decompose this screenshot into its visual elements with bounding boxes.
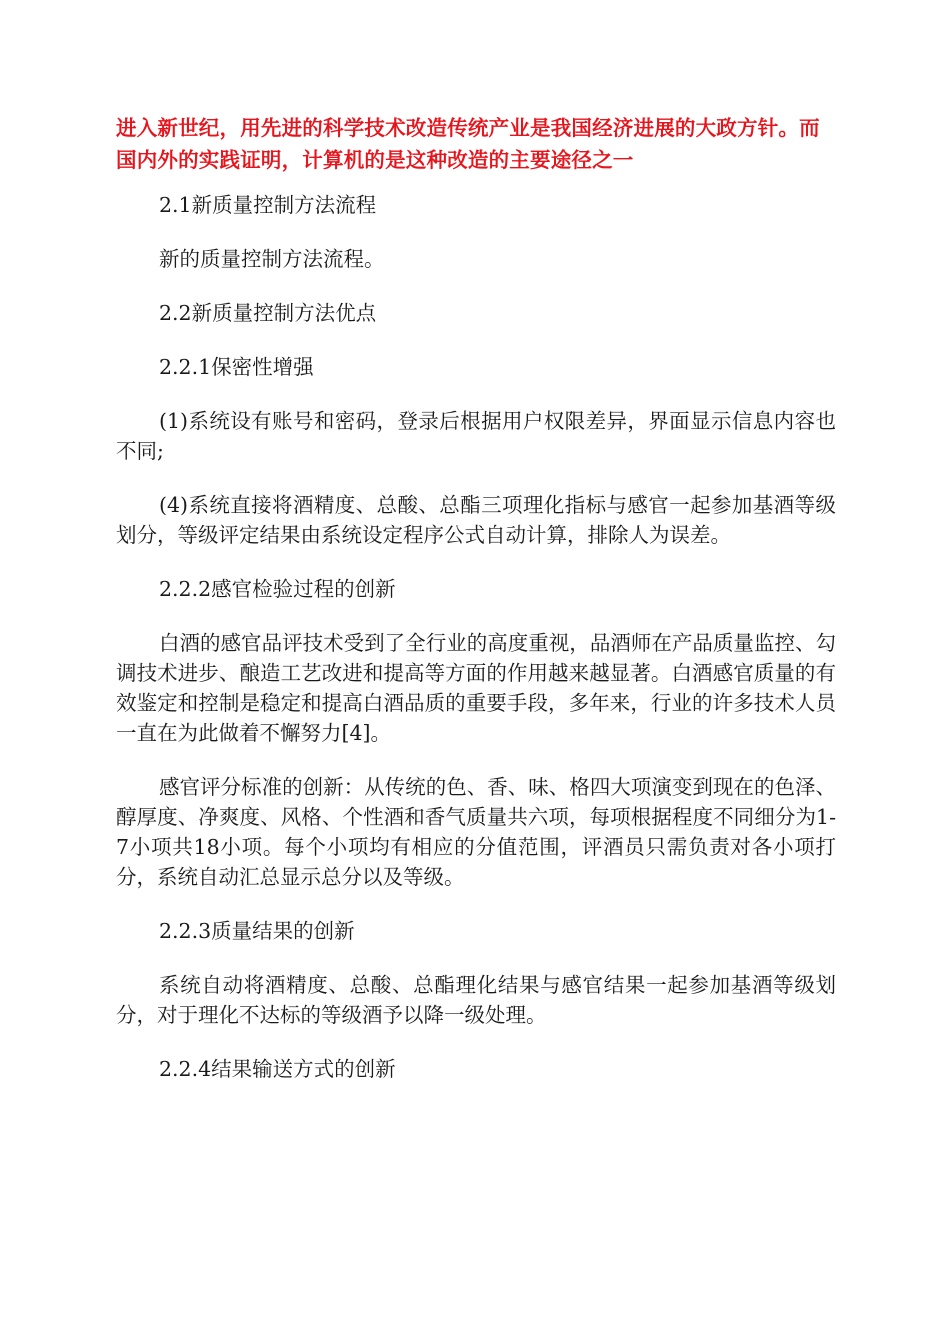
body-paragraph: 新的质量控制方法流程。	[159, 247, 385, 271]
section-heading-2-1: 2.1新质量控制方法流程	[159, 193, 377, 217]
section-heading-2-2-4: 2.2.4结果输送方式的创新	[159, 1057, 396, 1081]
body-paragraph: 感官评分标准的创新：从传统的色、香、味、格四大项演变到现在的色泽、醇厚度、净爽度、风格、个性酒和香气质量共六项，每项根据程度不同细分为1-7小项共18小项。每个小项均有相应的分值范围，评酒员只需负责对各小项打分，系统自动汇总显示总分以及等级。	[116, 775, 836, 889]
body-paragraph: 白酒的感官品评技术受到了全行业的高度重视，品酒师在产品质量监控、勾调技术进步、酿造工艺改进和提高等方面的作用越来越显著。白酒感官质量的有效鉴定和控制是稳定和提高白酒品质的重要手段，多年来，行业的许多技术人员一直在为此做着不懈努力[4]。	[116, 631, 836, 745]
section-heading-2-2-3: 2.2.3质量结果的创新	[159, 919, 355, 943]
body-paragraph: (1)系统设有账号和密码，登录后根据用户权限差异，界面显示信息内容也不同;	[116, 409, 836, 463]
section-heading-2-2-2: 2.2.2感官检验过程的创新	[159, 577, 396, 601]
document-headline: 进入新世纪，用先进的科学技术改造传统产业是我国经济进展的大政方针。而国内外的实践证明，计算机的是这种改造的主要途径之一	[116, 116, 820, 172]
section-heading-2-2-1: 2.2.1保密性增强	[159, 355, 314, 379]
document-page	[116, 112, 836, 1108]
body-paragraph: 系统自动将酒精度、总酸、总酯理化结果与感官结果一起参加基酒等级划分，对于理化不达标的等级酒予以降一级处理。	[116, 973, 836, 1027]
section-heading-2-2: 2.2新质量控制方法优点	[159, 301, 377, 325]
body-paragraph: (4)系统直接将酒精度、总酸、总酯三项理化指标与感官一起参加基酒等级划分，等级评定结果由系统设定程序公式自动计算，排除人为误差。	[116, 493, 836, 547]
